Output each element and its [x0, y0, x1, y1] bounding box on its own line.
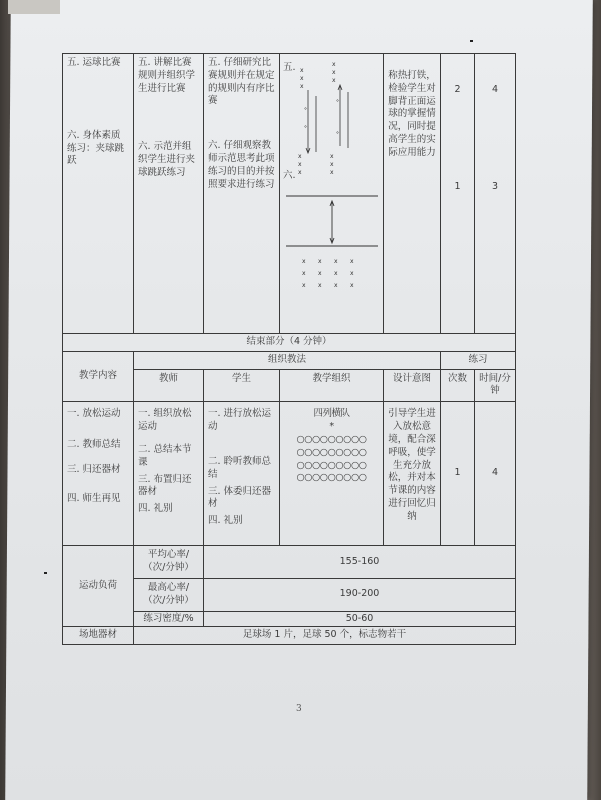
content-item: 一. 放松运动 [67, 408, 121, 420]
design-text: 称热打铁，检验学生对脚背正面运球的掌握情况，同时提高学生的实际应用能力 [388, 70, 436, 158]
svg-text:x: x [318, 270, 322, 277]
mark-dot [44, 572, 47, 574]
header-org-method: 组织教法 [134, 351, 441, 369]
svg-text:x: x [302, 282, 306, 289]
design-text: 引导学生进入放松意境，配合深呼吸，使学生充分放松，并对本节课的内容进行回忆归纳 [388, 408, 436, 522]
end-design-cell [384, 402, 441, 546]
student-item: 二. 聆听教师总结 [208, 455, 272, 480]
svg-text:°: ° [336, 99, 339, 106]
end-section-title-row [63, 334, 516, 352]
content-item: 六. 身体素质练习：夹球跳跃 [67, 129, 125, 167]
svg-text:x: x [300, 67, 304, 74]
svg-text:x: x [302, 270, 306, 277]
content-item: 三. 归还器材 [67, 463, 121, 475]
paper-fold [8, 0, 60, 14]
upper-count-cell [441, 54, 475, 334]
teacher-item: 三. 布置归还器材 [138, 473, 192, 498]
svg-text:°: ° [304, 125, 307, 132]
end-content-row [63, 402, 516, 546]
org-row: ○○○○○○○○○ [296, 446, 367, 458]
end-time-cell: 4 [475, 402, 516, 546]
org-label: 六. [283, 170, 296, 181]
header-count: 次数 [441, 369, 475, 402]
end-org-cell [280, 402, 384, 546]
teacher-item: 四. 礼别 [138, 503, 173, 515]
header-practice: 练习 [441, 351, 516, 369]
teacher-item: 五. 讲解比赛规则并组织学生进行比赛 [138, 57, 196, 94]
svg-text:x: x [334, 258, 338, 265]
student-item: 三. 体委归还器材 [208, 485, 272, 510]
venue-label: 场地器材 [63, 627, 134, 645]
svg-text:x: x [350, 258, 354, 265]
count-value: 1 [454, 180, 461, 192]
content-item: 二. 教师总结 [67, 439, 121, 451]
upper-time-cell [475, 54, 516, 334]
svg-text:x: x [298, 153, 302, 160]
mark-dot [470, 40, 473, 42]
count-value: 2 [454, 84, 461, 95]
svg-text:x: x [318, 258, 322, 265]
page-number: 3 [296, 704, 302, 714]
end-count-cell: 1 [441, 402, 475, 546]
load-name: 平均心率/（次/分钟） [134, 546, 204, 579]
header-org: 教学组织 [280, 369, 384, 402]
header-student: 学生 [204, 369, 280, 402]
header-design: 设计意图 [384, 369, 441, 402]
end-student-cell [204, 402, 280, 546]
svg-text:°: ° [304, 107, 307, 114]
load-name: 最高心率/（次/分钟） [134, 578, 204, 611]
end-content-cell [63, 402, 134, 546]
teacher-item: 二. 总结本节课 [138, 443, 192, 468]
load-value: 50-60 [204, 611, 516, 627]
student-item: 六. 仔细观察教师示范思考此项练习的目的并按照要求进行练习 [208, 140, 275, 190]
org-row: ○○○○○○○○○ [296, 472, 367, 484]
svg-text:°: ° [336, 131, 339, 138]
upper-org-cell [280, 54, 384, 334]
org-label: 五. [283, 62, 296, 73]
svg-text:x: x [332, 77, 336, 84]
svg-text:x: x [298, 161, 302, 168]
student-item: 一. 进行放松运动 [208, 408, 272, 433]
end-section-title: 结束部分（4 分钟） [63, 334, 516, 352]
load-name: 练习密度/% [134, 611, 204, 627]
svg-text:x: x [330, 161, 334, 168]
venue-value: 足球场 1 片，足球 50 个，标志物若干 [134, 627, 516, 645]
student-item: 五. 仔细研究比赛规则并在规定的规则内有序比赛 [208, 57, 275, 107]
teacher-item: 一. 组织放松运动 [138, 408, 192, 433]
svg-text:x: x [298, 169, 302, 176]
svg-text:x: x [330, 169, 334, 176]
upper-section-row [63, 54, 516, 334]
org-row: ○○○○○○○○○ [296, 433, 367, 445]
teacher-item: 六. 示范并组织学生进行夹球跳跃练习 [138, 141, 196, 179]
org-title: 四列横队 [313, 408, 350, 420]
svg-text:x: x [302, 258, 306, 265]
load-row [63, 546, 516, 579]
svg-text:x: x [300, 83, 304, 90]
load-value: 190-200 [204, 578, 516, 611]
svg-text:x: x [334, 270, 338, 277]
svg-text:x: x [300, 75, 304, 82]
header-teacher: 教师 [134, 369, 204, 402]
svg-text:x: x [318, 282, 322, 289]
time-value: 3 [491, 180, 499, 192]
time-value: 4 [491, 84, 499, 95]
load-value: 155-160 [204, 546, 516, 579]
svg-text:x: x [330, 153, 334, 160]
org-row: ○○○○○○○○○ [296, 459, 367, 471]
upper-content-cell [63, 54, 134, 334]
svg-text:x: x [332, 61, 336, 68]
student-item: 四. 礼别 [208, 515, 243, 527]
upper-design-cell [384, 54, 441, 334]
venue-row [63, 627, 516, 645]
upper-teacher-cell [134, 54, 204, 334]
content-item: 四. 师生再见 [67, 492, 121, 504]
svg-text:x: x [350, 270, 354, 277]
load-label: 运动负荷 [63, 546, 134, 627]
content-item: 五. 运球比赛 [67, 57, 121, 68]
svg-text:x: x [334, 282, 338, 289]
header-time: 时间/分钟 [475, 369, 516, 402]
svg-text:x: x [332, 69, 336, 76]
end-header-row-1 [63, 351, 516, 369]
upper-student-cell [204, 54, 280, 334]
formation-diagram [282, 56, 381, 298]
lesson-plan-table [62, 53, 516, 645]
org-star: * [329, 421, 334, 433]
end-teacher-cell [134, 402, 204, 546]
header-content: 教学内容 [63, 351, 134, 401]
svg-text:x: x [350, 282, 354, 289]
